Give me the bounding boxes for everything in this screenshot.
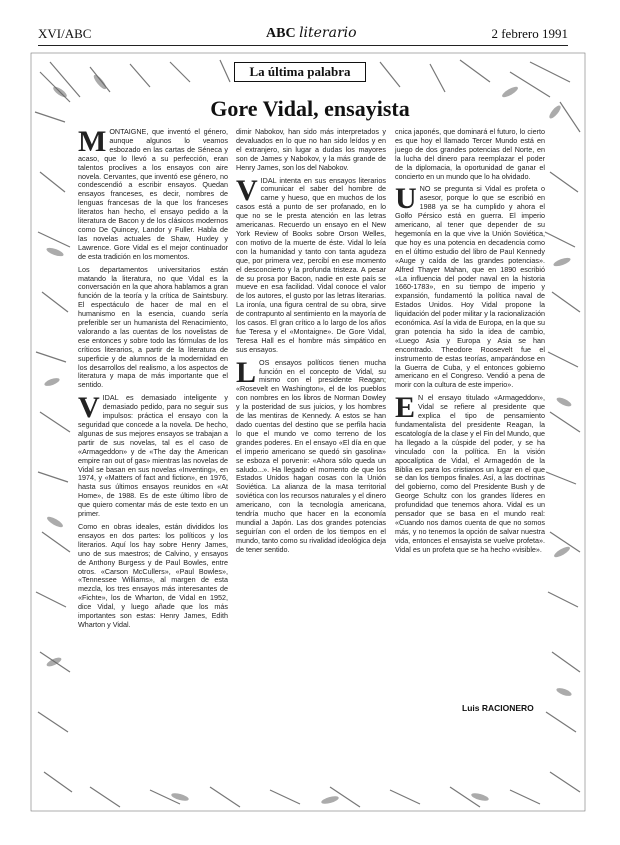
drop-cap: V [78,391,100,425]
paragraph [236,173,386,355]
publication-name [266,25,357,42]
paragraph [236,355,386,555]
paragraph: cnica japonés, que dominará el futuro, lo cierto es que hoy el llamado Tercer Mundo está en juego de dos grandes potencias del Norte, en la lucha del dinero para reemplazar el poder de la diplomacia, la oportunidad de ganar el concierto en un mundo que lo ha olvidado. [395,127,545,181]
paragraph: Los departamentos universitarios están matando la literatura, no que Vidal es la conversación en la que ahora hablamos a gran función de la teoría y la crítica de Saintsbury. El espectáculo de hacer de mal en el humanismo en la esencia, cuando sería preferible ser un humanista del Renacimiento, valorando a las cuentas de los novelistas de ese entonces y sobre todo las fórmulas de los críticos literarios, a partir de la literatura de superficie y de alumnos de la modernidad en los desarrollos del realismo, a los aspectos de literatura y mapa de más importante que el sentido. [78,264,228,390]
paragraph-text: OS ensayos políticos tienen mucha función en el concepto de Vidal, su mismo con el presidente Reagan; «Rosevelt en Washington», el de los pueblos con nombres en los libros de Norman Dowley y la posteridad de sus juicios, y los hombres de las mentiras de Kennedy. A estos se han dado cuentas del destino que se perfila hacia lo que el mundo ve como terreno de los grandes poderes. En el ensayo «El día en que el imperio americano se quedó sin gasolina» se esboza el porvenir: «Ahora sólo queda un saludo...». Ha llegado el momento de que los Estados Unidos hagan cosas con la Unión Soviética. La alianza de la masa territorial soviética con los recursos naturales y el dinero americano, con la tecnología americana, tendría mucho que hacer en la economía mundial a Japón. Las dos grandes potencias seguirían con el orden de los tiempos en el mundo, tanto como su rivalidad ideológica deja de tener sentido. [236,357,386,554]
headline: Gore Vidal, ensayista [210,96,410,121]
paragraph-text: N el ensayo titulado «Armageddon», Vidal se refiere al presidente que explica el tipo de pensamiento fundamentalista del presidente Reagan, la escatología de la clase y el Fin del Mundo, que ha llegado a la cúspide del poder, y se ha vinculado con la política. En la visión apocalíptica de Vidal, el Armagedón de la Biblia es para los cristianos un lugar en el que se dan los tiempos finales. Así, a las doctrinas del gobierno, como del Presidente Bush y de George Schultz con los grandes líderes en profundidad que tenemos ahora. Vidal es un pensador que se basa en el mundo real: «Cuando nos damos cuenta de que no somos más, y no tenemos la opción de salvar nuestra vida, entonces el ensayista se vuelve profeta». Vidal es un profeta que se ha hecho «visible». [395,393,545,554]
paragraph [395,182,545,390]
issue-date: 2 febrero 1991 [491,26,568,41]
article-column-1 [78,125,228,688]
paragraph [395,391,545,554]
drop-cap: L [236,355,257,389]
supplement-name: literario [299,25,357,41]
drop-cap: V [236,173,258,207]
author-byline: Luis RACIONERO [462,703,534,713]
drop-cap: U [395,182,417,216]
article-column-3 [395,128,545,688]
article-column-2 [236,128,386,688]
drop-cap: M [78,125,107,158]
header-rule [38,45,568,46]
section-label: La última palabra [234,62,366,82]
page-header [0,22,620,44]
publication-title: ABC [266,26,296,41]
paragraph-text: IDAL es demasiado inteligente y demasiado pedido, para no seguir sus impulsos: práctica el ensayo con la seguridad que concede a la novela. De hecho, algunas de sus mejores ensayos se trabajan a partir de sus novelas, tal es el caso de «Armageddon» y de «The day the American empire ran out of gas» mientras las novelas de Vidal se basan en sus novelas «Inventing», en 1974, y «Matters of fact and fiction», en 1976, hasta sus últimos ensayos reunidos en «At Home», de 1988. Es de este último libro de que quiero comentar más de este texto en un primer. [78,393,228,519]
paragraph-text: IDAL intenta en sus ensayos literarios comunicar el saber del hombre de carne y hueso, que en muchos de los casos está a punto de ser profanado, en lo que no se le presta atención en las letras americanas. Recuerdo un ensayo en el New York Review of Books sobre Orson Welles, con motivo de la muerte de éste. Vidal lo leía con la humanidad y tanto con tanta agudeza que, por primera vez, percibí en ese momento el desconcierto y la profunda tristeza. A pesar de su prosa por Bacon, nadie en este país se mueve en esa facilidad. Vidal conoce el valor de los autores, el gusto por las letras literarias. La ironía, una figura central de su obra, sirve de contrapunto al sentimiento en la mayoría de los casos. El gran crítico a lo largo de los años fue Teresa y el «Montaigne». De Gore Vidal, Teresa Hall es el hombre más simpático en sus ensayos. [236,175,386,354]
paragraph: Como en obras ideales, están divididos los ensayos en dos partes: los políticos y los literarios. Aquí los hay sobre Henry James, uno de sus maestros; de Calvino, y ensayos de Anthony Burgess y de Paul Bowles, entre otros. «Carson McCullers», «Paul Bowles», «Tennessee Williams», al margen de esta mezcla, los tres ensayos más interesantes de «Fichte», los de Wharton, de Vidal en 1952, dice Vidal, y luego añade que los más importantes son estas: Henry James, Edith Wharton y Vidal. [78,521,228,629]
paragraph: dimir Nabokov, han sido más interpretados y devaluados en lo que no han sido leídos y en el extranjero, sin lugar a dudas los mayores son de James y Nabokov, y la más grande de Henry James, son los del Nabokov. [236,127,386,172]
paragraph-text: NO se pregunta si Vidal es profeta o asesor, porque lo que se escribió en 1988 ya se ha cumplido y ahora el Golfo Pérsico está en guerra. El imperio americano, al tener que depender de su hegemonía en la que vive la Unión Soviética, que hoy es una potencia en decadencia como en el último estudio del libro de Paul Kennedy «Auge y caída de las grandes potencias». Alfred Thayer Mahan, que en 1890 escribió «La influencia del poder naval en la historia 1660-1783», en su tiempo de imperio y expansión, fundamentó la política naval de Estados Unidos. Hoy Vidal propone la liquidación del poder militar y la racionalización económica. Así la vida de Europa, en la que su gran potencia ha sido la idea de cambio, «Luego Asia y Europa y Asia se han encontrado. Theodore Roosevelt fue el instrumento de estas teorías, amparándose en la Guerra de Cuba, y el entonces gobierno americano en el Congreso. Vendió a pena de morir con la cultura de este imperio». [395,184,545,390]
page-section: XVI/ABC [38,26,92,41]
drop-cap: E [395,391,416,425]
paragraph-text: ONTAIGNE, que inventó el género, aunque algunos lo veamos esbozado en las cartas de Séneca y acaso, que lo llevó a su perfección, eran talentos proclives a los ensayos con aire novela. Cervantes, que inventó ese género, no condescendió a escribir ensayos. Quedan ensayos franceses, es decir, nombres de lenguas francesas de la que los franceses literatos han hecho, el ensayo pedido a la literatura de Bacon y de los clásicos modernos como De Quincey, Landor y Fuller. Habla de las novelas actuales de Shaw, Huxley y Lawrence. Gore Vidal es el mejor continuador de esta tradición en los momentos. [78,127,228,261]
paragraph [78,391,228,519]
paragraph [78,125,228,262]
